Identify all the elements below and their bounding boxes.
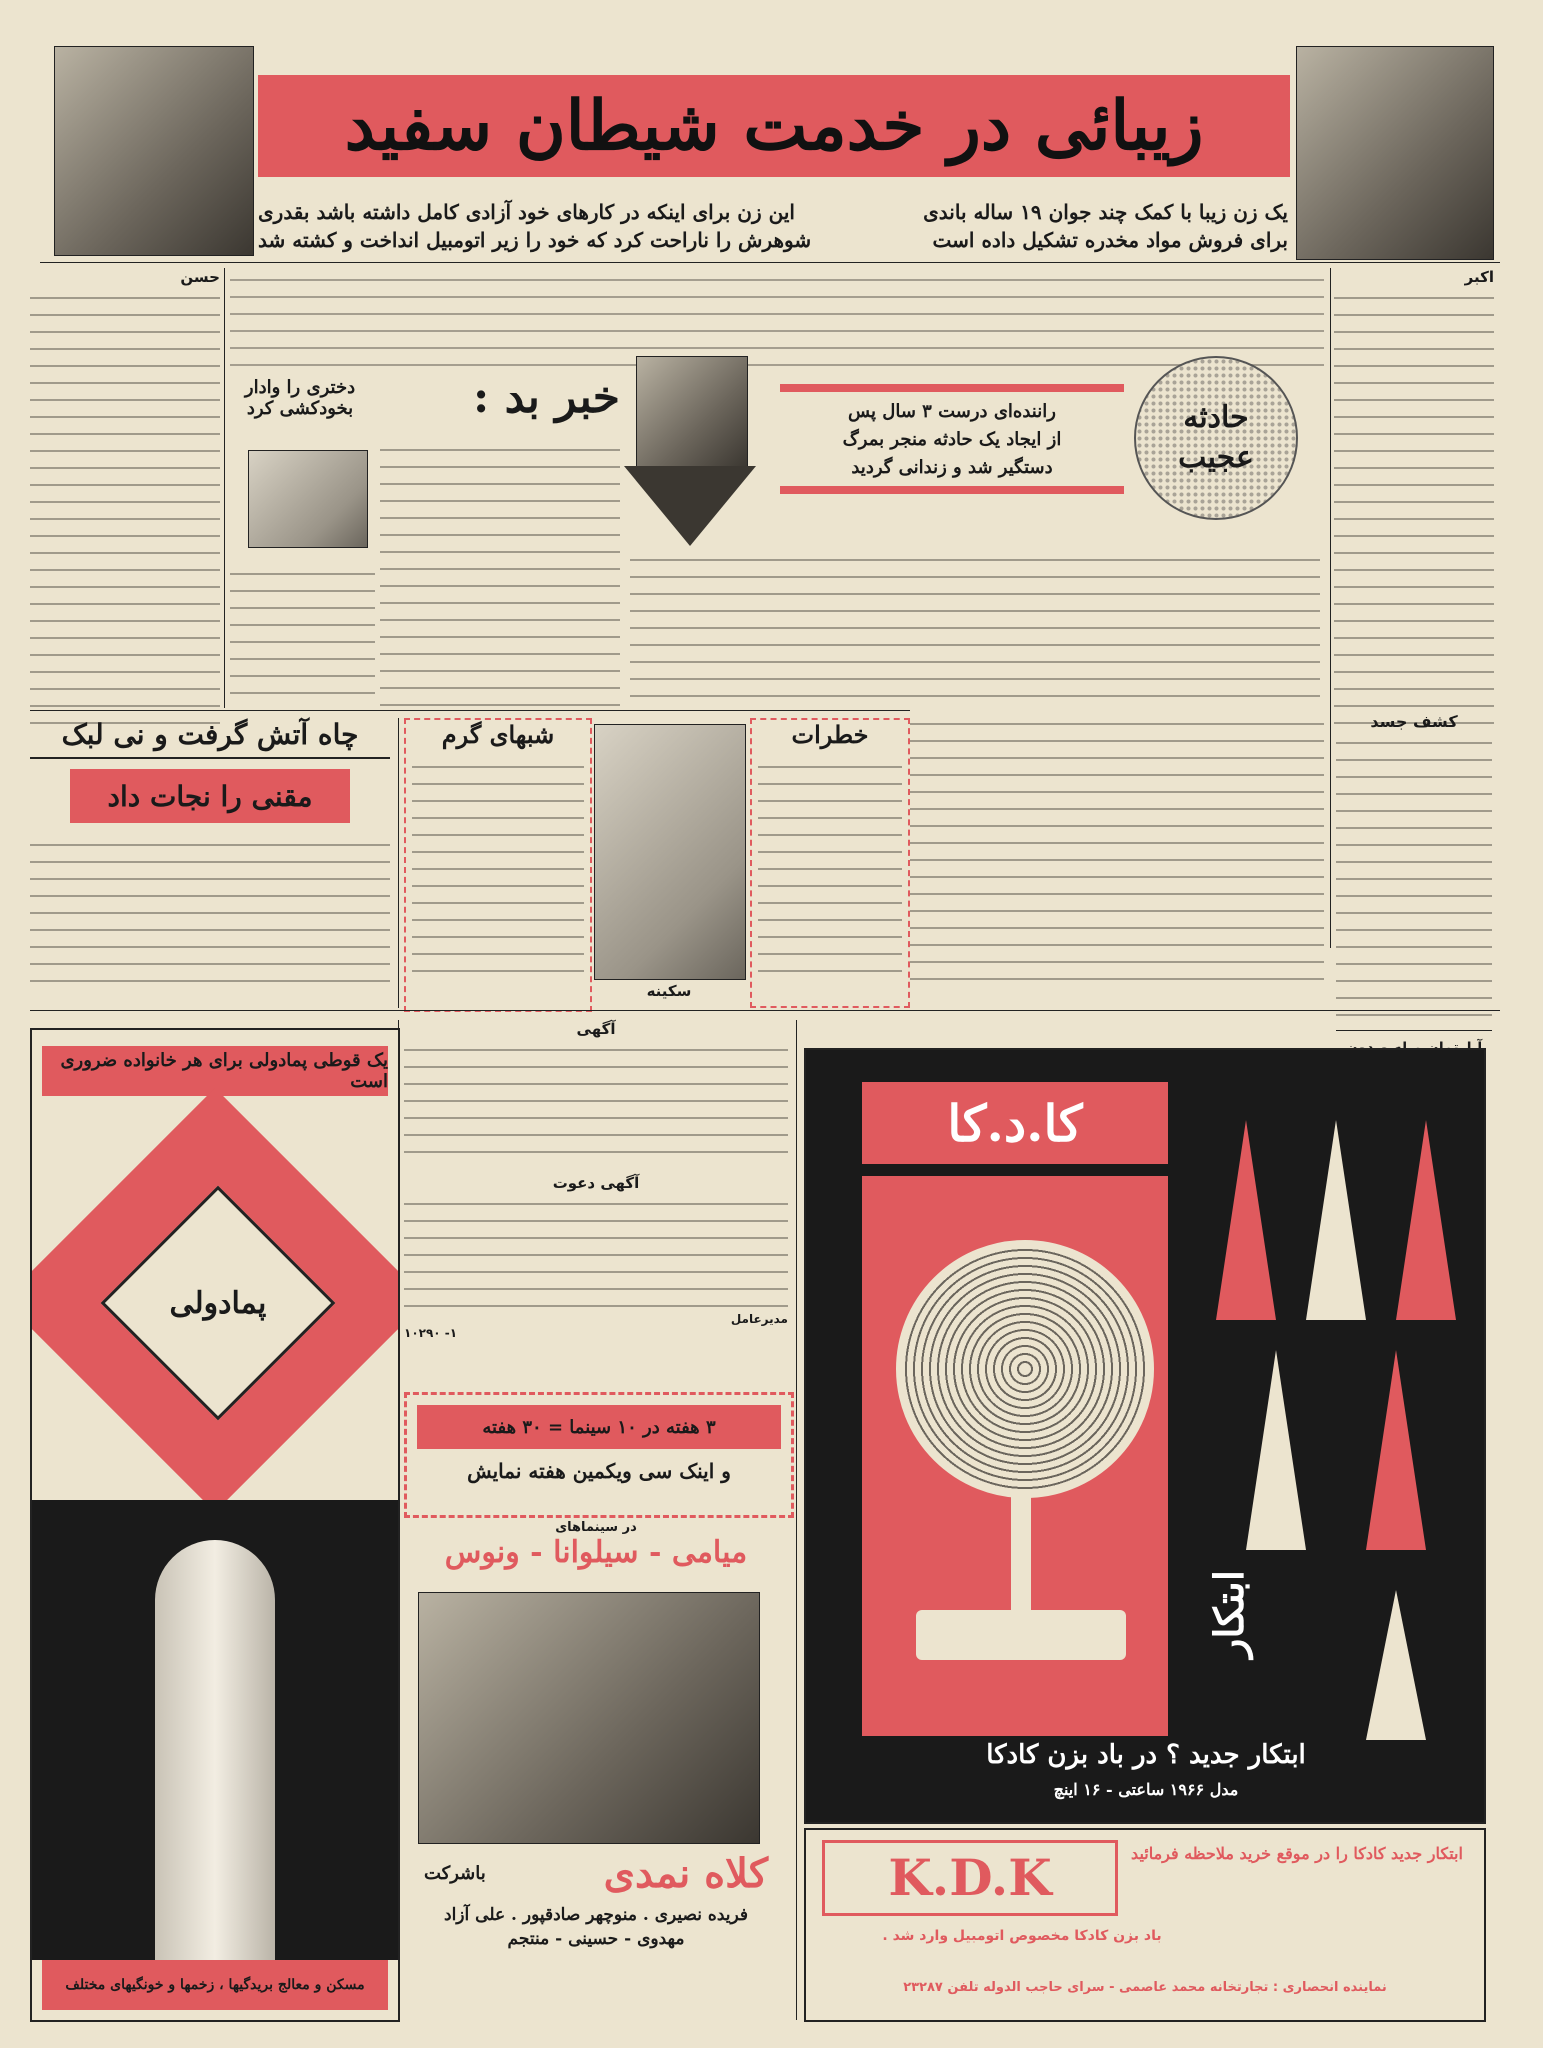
- masthead-title: زیبائی در خدمت شیطان سفید: [344, 86, 1204, 166]
- masthead-subtitle: یک زن زیبا با کمک چند جوان ۱۹ ساله باندی این زن برای اینکه در کارهای خود آزادی کامل داشته باشد بقدری برای فروش مواد مخدره تشکیل داده است شوهرش را ناراحت کرد که خود را زیر اتومبیل انداخت و کشته شد: [258, 200, 1288, 252]
- kashf-jasad: [1336, 712, 1492, 1021]
- hot-nights: [404, 718, 592, 1012]
- pamadoli-footer: مسکن و معالج بریدگیها ، زخمها و خونگیهای مختلف: [65, 1977, 365, 1993]
- accident-badge: حادثه عجیب: [1134, 356, 1298, 520]
- kdk-triangle: [1396, 1120, 1456, 1320]
- movie-cast-2: مهدوی - حسینی - منتجم: [507, 1929, 685, 1949]
- finger-image: [155, 1540, 275, 1960]
- well-fire: [30, 718, 390, 1008]
- khabar-text: [380, 438, 620, 708]
- accident-text: [630, 548, 1320, 708]
- rule: [796, 1020, 797, 2020]
- dangers: [594, 718, 906, 1008]
- kdk-note: ابتکار جدید کادکا را در موقع خرید ملاحظه فرمائید: [1131, 1844, 1463, 1863]
- masthead-banner: [258, 75, 1290, 177]
- ad-pamadoli: یک قوطی پمادولی برای هر خانواده ضروری است پمادولی مسکن و معالج بریدگیها ، زخمها و خونگیهای مختلف: [30, 1028, 400, 2022]
- kashf-title: کشف جسد: [1370, 712, 1458, 731]
- well-title-1: چاه آتش گرفت و نی لبک: [30, 718, 390, 759]
- top-rule: [40, 262, 1500, 263]
- dangers-title: خطرات: [791, 720, 869, 749]
- movie-title: کلاه نمدی: [603, 1850, 768, 1897]
- notices: [404, 1020, 788, 1360]
- kdk-logo: K.D.K: [822, 1840, 1118, 1916]
- column-akbar: [1334, 268, 1494, 726]
- movie-cast-1: فریده نصیری . منوچهر صادقپور . علی آزاد: [444, 1905, 748, 1925]
- khabar-title: دختری را وادار بخودکشی کرد: [244, 376, 356, 419]
- text-hassan: [30, 286, 220, 726]
- cinema-line2: و اینک سی ویکمین هفته نمایش: [467, 1459, 731, 1483]
- accident-text-2: [910, 712, 1324, 992]
- notice-title: آگهی: [576, 1020, 616, 1038]
- column-hassan: [30, 268, 220, 726]
- kdk-sub: باد بزن کادکا مخصوص اتومبیل وارد شد .: [882, 1928, 1162, 1944]
- hot-nights-title: شبهای گرم: [441, 720, 555, 749]
- khabar-label: خبر بد :: [473, 372, 620, 423]
- kdk-ebtekar: ابتکار: [1206, 1570, 1253, 1658]
- rule: [1330, 268, 1331, 948]
- rule: [30, 1010, 1500, 1011]
- cinema-names: در سینماهای میامی - سیلوانا - ونوس: [404, 1520, 788, 1570]
- hot-nights-text: [412, 755, 584, 985]
- movie-still: [418, 1592, 760, 1844]
- movie-credits: کلاه نمدی باشرکت فریده نصیری . منوچهر صادقپور . علی آزاد مهدوی - حسینی - منتجم: [404, 1850, 788, 2018]
- photo-hassan: [54, 46, 254, 256]
- name-akbar: اکبر: [1464, 268, 1494, 286]
- well-text: [30, 833, 390, 983]
- driver-triangle: [624, 466, 756, 546]
- notice-number: ۱- ۱۰۲۹۰: [404, 1326, 458, 1340]
- text-akbar: [1334, 286, 1494, 726]
- kdk-triangle: [1216, 1120, 1276, 1320]
- dangers-box: [750, 718, 910, 1008]
- pamadoli-brand: پمادولی: [169, 1285, 267, 1321]
- cinema-box: [404, 1392, 794, 1518]
- khabar-bad: [230, 372, 620, 708]
- name-hassan: حسن: [180, 268, 220, 286]
- photo-driver: [636, 356, 748, 468]
- fan-stand: [1011, 1490, 1031, 1610]
- photo-akbar: [1296, 46, 1494, 260]
- notice-text: [404, 1038, 788, 1168]
- invite-text: [404, 1192, 788, 1312]
- fan-image: [896, 1240, 1154, 1498]
- cinema-list: میامی - سیلوانا - ونوس: [444, 1535, 748, 1570]
- cinema-line1: ۳ هفته در ۱۰ سینما = ۳۰ هفته: [482, 1416, 716, 1438]
- rule: [30, 710, 910, 711]
- invite-title: آگهی دعوت: [552, 1174, 640, 1192]
- well-title-2: مقنی را نجات داد: [107, 779, 313, 813]
- notice-signature: مدیرعامل: [730, 1312, 788, 1326]
- rule: [224, 268, 225, 708]
- photo-girl: [248, 450, 368, 548]
- rule: [398, 718, 399, 1008]
- ad-kdk: [804, 1048, 1486, 1824]
- kdk-triangle: [1246, 1350, 1306, 1550]
- main-story-text: [230, 268, 1324, 368]
- kdk-triangle: [1366, 1350, 1426, 1550]
- accident-headline: راننده‌ای درست ۳ سال پس از ایجاد یک حادثه منجر بمرگ دستگیر شد و زندانی گردید: [780, 384, 1124, 494]
- photo-sakineh: [594, 724, 746, 980]
- rule: [398, 1020, 399, 2020]
- kdk-question: ابتکار جدید ؟ در باد بزن کادکا: [986, 1740, 1306, 1770]
- kdk-model: مدل ۱۹۶۶ ساعتی - ۱۶ اینچ: [1053, 1780, 1239, 1799]
- kashf-text: [1336, 731, 1492, 1021]
- kdk-agent: نماینده انحصاری : تجارتخانه محمد عاصمی - سرای حاجب الدوله تلفن ۲۳۲۸۷: [903, 1980, 1387, 1995]
- kdk-triangle: [1366, 1590, 1426, 1740]
- sakineh-caption: سکینه: [646, 982, 692, 1000]
- kdk-brand-fa: کا.د.کا: [947, 1093, 1083, 1153]
- khabar-text-2: [230, 562, 375, 708]
- kdk-triangle: [1306, 1120, 1366, 1320]
- fan-base: [916, 1610, 1126, 1660]
- dangers-text: [758, 755, 902, 985]
- kdk-footer: [804, 1828, 1486, 2022]
